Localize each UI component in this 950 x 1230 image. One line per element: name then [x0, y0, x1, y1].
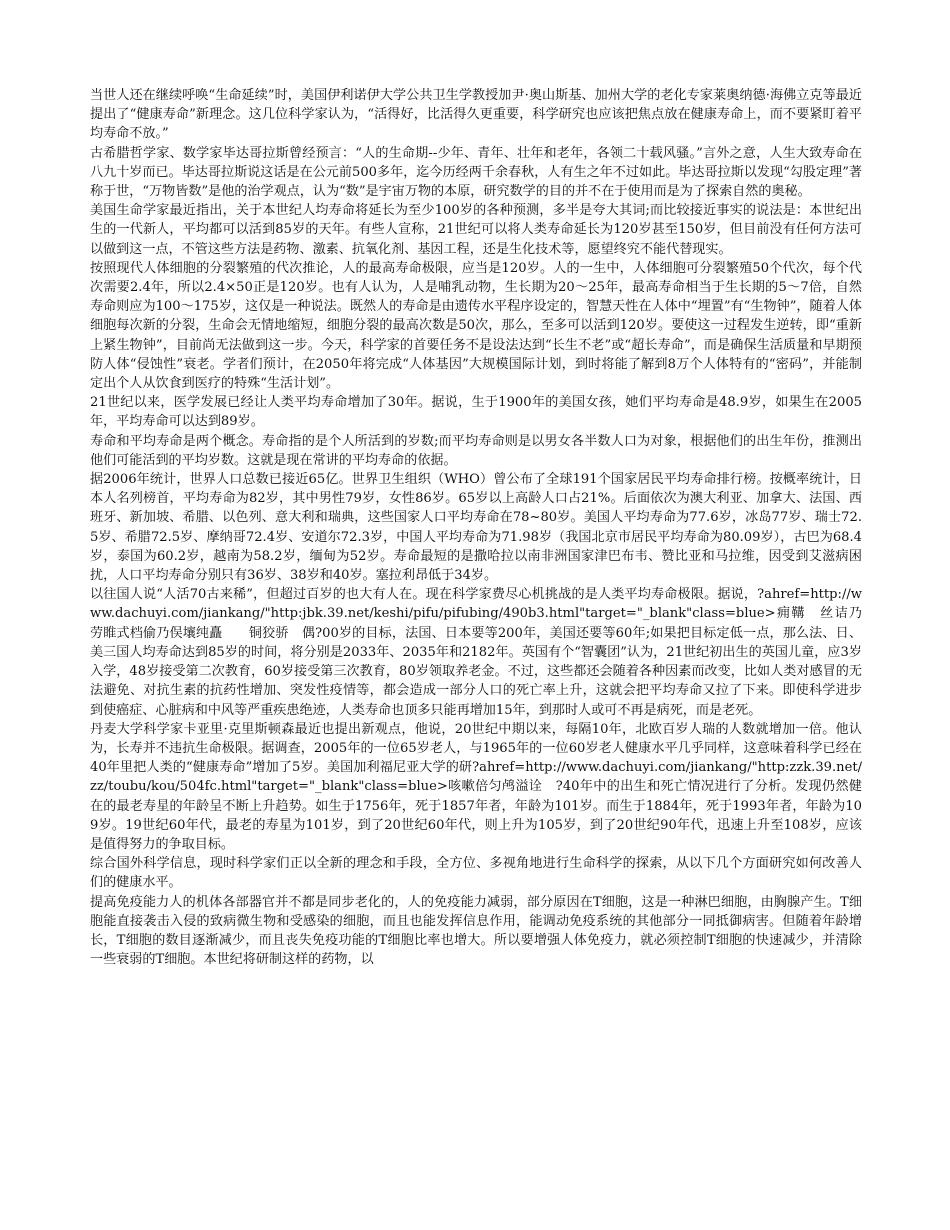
paragraph-21st-century: 21世纪以来，医学发展已经让人类平均寿命增加了30年。据说，生于1900年的美国女孩，她们平均寿命是48.9岁，如果生在2005年，平均寿命可以达到89岁。 — [90, 395, 862, 430]
paragraph-denmark-study: 丹麦大学科学家卡亚里·克里斯顿森最近也提出新观点，他说，20世纪中期以来，每隔10年，北欧百岁人瑞的人数就增加一倍。他认为，长寿并不违抗生命极限。据调查，2005年的一位65岁老人，与1965年的一位60岁老人健康水平几乎同样，这意味着科学已经在40年里把人类的“健康寿命”增加了5岁。美国加利福尼亚大学的研?ahref=http://www.dachuyi.com/jiankang/"http:zzk.39.net/zz/toubu/kou/504fc.html"target="_blank"class=blue>咳嗽倍匀鸬溢诠 ?40年中的出生和死亡情况进行了分析。发现仍然健在的最老寿星的年龄呈不断上升趋势。如生于1756年，死于1857年者，年龄为101岁。而生于1884年，死于1993年者，年龄为109岁。19世纪60年代，最老的寿星为101岁，到了20世纪60年代，则上升为105岁，到了20世纪90年代，迅速上升至108岁，应该是值得努力的争取目标。 — [90, 721, 862, 852]
paragraph-pythagoras: 古希腊哲学家、数学家毕达哥拉斯曾经预言：“人的生命期--少年、青年、壮年和老年，各领二十载风骚。”言外之意，人生大致寿命在八九十岁而已。毕达哥拉斯说这话是在公元前500多年，迄今历经两千余春秋，人有生之年不过如此。毕达哥拉斯以发现“勾股定理”著称于世，“万物皆数”是他的治学观点，认为“数”是宇宙万物的本原，研究数学的目的并不在于使用而是为了探索自然的奥秘。 — [90, 145, 862, 200]
paragraph-healthy-lifespan: 当世人还在继续呼唤“生命延续”时，美国伊利诺伊大学公共卫生学教授加尹·奥山斯基、加州大学的老化专家莱奥纳德·海佛立克等最近提出了“健康寿命”新理念。这几位科学家认为，“活得好，比活得久更重要，科学研究也应该把焦点放在健康寿命上，而不要紧盯着平均寿命不放。” — [90, 88, 862, 142]
paragraph-who-ranking: 据2006年统计，世界人口总数已接近65亿。世界卫生组织（WHO）曾公布了全球191个国家居民平均寿命排行榜。按概率统计，日本人名列榜首，平均寿命为82岁，其中男性79岁，女性86岁。65岁以上高龄人口占21%。后面依次为澳大利亚、加拿大、法国、西班牙、新加坡、希腊、以色列、意大利和瑞典，这些国家人口平均寿命在78~80岁。美国人平均寿命为77.6岁，冰岛77岁、瑞士72.5岁、希腊72.5岁、摩纳哥72.4岁、安道尔72.3岁，中国人平均寿命为71.98岁（我国北京市居民平均寿命为80.09岁），古巴为68.4岁，泰国为60.2岁，越南为58.2岁，缅甸为52岁。寿命最短的是撒哈拉以南非洲国家津巴布韦、赞比亚和马拉维，因受到艾滋病困扰，人口平均寿命分别只有36岁、38岁和40岁。塞拉利昂低于34岁。 — [90, 472, 862, 584]
paragraph-cell-division: 按照现代人体细胞的分裂繁殖的代次推论，人的最高寿命极限，应当是120岁。人的一生中，人体细胞可分裂繁殖50个代次，每个代次需要2.4年，所以2.4×50正是120岁。也有人认为，人是哺乳动物，生长期为20～25年，最高寿命相当于生长期的5～7倍，自然寿命则应为100～175岁，这仅是一种说法。既然人的寿命是由遗传水平程序设定的，智慧天性在人体中“埋置”有“生物钟”，随着人体细胞每次新的分裂，生命会无情地缩短，细胞分裂的最高次数是50次，那么，至多可以活到120岁。要使这一过程发生逆转，即“重新上紧生物钟”，目前尚无法做到这一步。今天，科学家的首要任务不是设法达到“长生不老”或“超长寿命”，而是确保生活质量和早期预防人体“侵蚀性”衰老。学者们预计，在2050年将完成“人体基因”大规模国际计划，到时将能了解到8万个人体特有的“密码”，并能制定出个人从饮食到医疗的特殊“生活计划”。 — [90, 260, 862, 392]
paragraph-immunity: 提高免疫能力人的机体各部器官并不都是同步老化的，人的免疫能力减弱，部分原因在T细胞，这是一种淋巴细胞，由胸腺产生。T细胞能直接袭击入侵的致病微生物和受感染的细胞，而且也能发挥信息作用，能调动免疫系统的其他部分一同抵御病害。但随着年龄增长，T细胞的数目逐渐减少，而且丧失免疫功能的T细胞比率也增大。所以要增强人体免疫力，就必须控制T细胞的快速减少，并清除一些衰弱的T细胞。本世纪将研制这样的药物，以 — [90, 894, 862, 968]
paragraph-lifespan-limit: 以往国人说“人活70古来稀”，但超过百岁的也大有人在。现在科学家费尽心机挑战的是人类平均寿命极限。据说，?ahref=http://www.dachuyi.com/jiankang/"http:jbk.39.net/keshi/pifu/pifubing/490b3.html"target="_blank"class=blue>痈鞲 丝诘乃劳睢式档偷乃俣壤纯矗 铜狡骄 偶?00岁的目标，法国、日本要等200年，美国还要等60年;如果把目标定低一点，那么法、日、美三国人均寿命达到85岁的时间，将分别是2033年、2035年和2182年。英国有个“智囊团”认为，21世纪初出生的英国儿童，应3岁入学，48岁接受第二次教育，60岁接受第三次教育，80岁领取养老金。不过，这些都还会随着各种因素而改变，比如人类对感冒的无法避免、对抗生素的抗药性增加、突发性疫情等，都会造成一部分人口的死亡率上升，这就会把平均寿命又拉了下来。即使科学进步到使癌症、心脏病和中风等严重疾患绝迹，人类寿命也顶多只能再增加15年，到那时人或可不再是病死，而是老死。 — [90, 587, 862, 718]
paragraph-lifespan-forecast: 美国生命学家最近指出，关于本世纪人均寿命将延长为至少100岁的各种预测，多半是夸大其词;而比较接近事实的说法是：本世纪出生的一代新人，平均都可以活到85岁的天年。有些人宣称，21世纪可以将人类寿命延长为120岁甚至150岁，但目前没有任何方法可以做到这一点，不管这些方法是药物、激素、抗氧化剂、基因工程，还是生化技术等，愿望终究不能代替现实。 — [90, 203, 862, 257]
paragraph-lifespan-definition: 寿命和平均寿命是两个概念。寿命指的是个人所活到的岁数;而平均寿命则是以男女各半数人口为对象，根据他们的出生年份，推测出他们可能活到的平均岁数。这就是现在常讲的平均寿命的依据。 — [90, 433, 862, 468]
paragraph-research-summary: 综合国外科学信息，现时科学家们正以全新的理念和手段，全方位、多视角地进行生命科学的探索，从以下几个方面研究如何改善人们的健康水平。 — [90, 856, 862, 891]
